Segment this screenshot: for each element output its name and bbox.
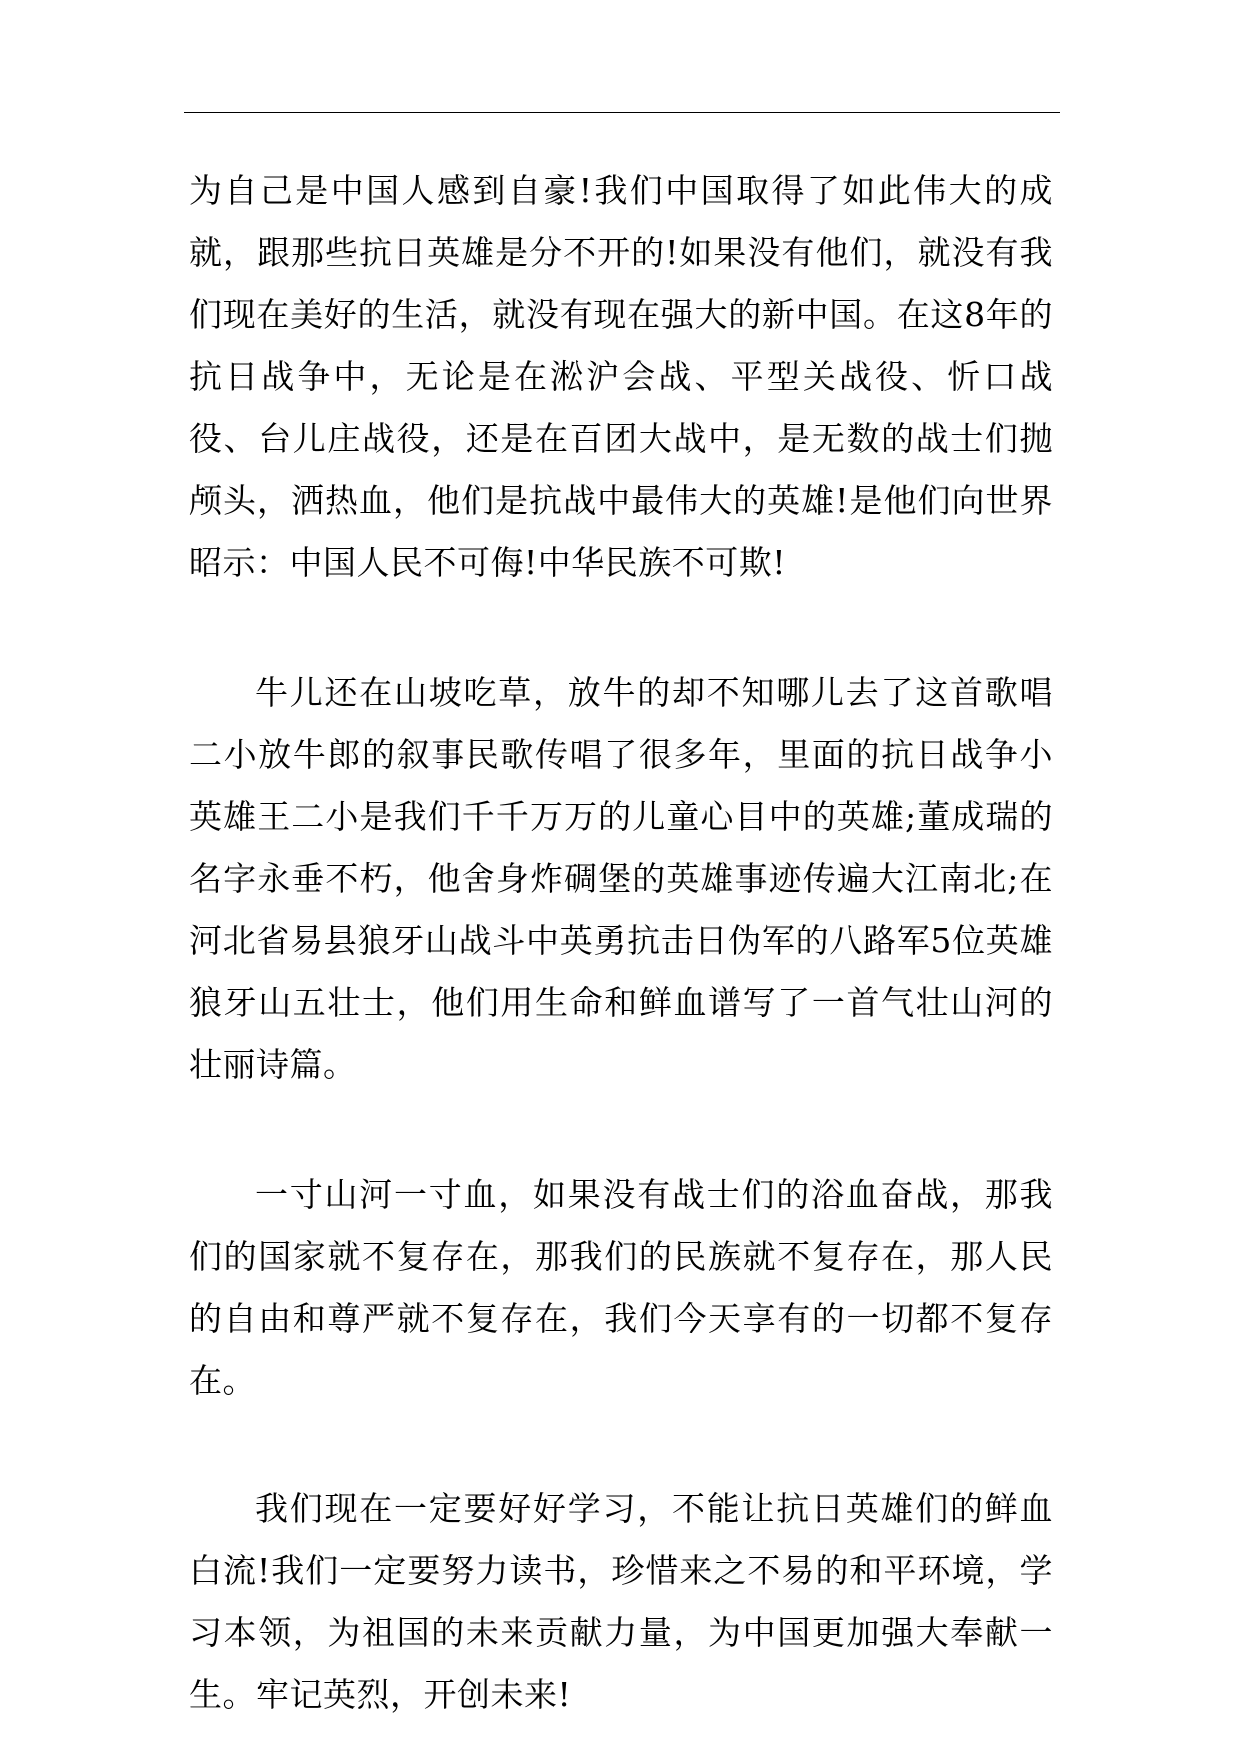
document-body (189, 160, 1053, 1726)
paragraph-3: 一寸山河一寸血，如果没有战士们的浴血奋战，那我们的国家就不复存在，那我们的民族就不复存在，那人民的自由和尊严就不复存在，我们今天享有的一切都不复存在。 (189, 1175, 1053, 1400)
header-rule (184, 112, 1060, 113)
paragraph-1: 为自己是中国人感到自豪!我们中国取得了如此伟大的成就，跟那些抗日英雄是分不开的!如果没有他们，就没有我们现在美好的生活，就没有现在强大的新中国。在这8年的抗日战争中，无论是在淞沪会战、平型关战役、忻口战役、台儿庄战役，还是在百团大战中，是无数的战士们抛颅头，洒热血，他们是抗战中最伟大的英雄!是他们向世界昭示：中国人民不可侮!中华民族不可欺! (189, 171, 1053, 582)
paragraph-2: 牛儿还在山坡吃草，放牛的却不知哪儿去了这首歌唱二小放牛郎的叙事民歌传唱了很多年，里面的抗日战争小英雄王二小是我们千千万万的儿童心目中的英雄;董成瑞的名字永垂不朽，他舍身炸碉堡的英雄事迹传遍大江南北;在河北省易县狼牙山战斗中英勇抗击日伪军的八路军5位英雄狼牙山五壮士，他们用生命和鲜血谱写了一首气壮山河的壮丽诗篇。 (189, 673, 1053, 1084)
paragraph-4: 我们现在一定要好好学习，不能让抗日英雄们的鲜血白流!我们一定要努力读书，珍惜来之不易的和平环境，学习本领，为祖国的未来贡献力量，为中国更加强大奉献一生。牢记英烈，开创未来! (189, 1489, 1053, 1714)
